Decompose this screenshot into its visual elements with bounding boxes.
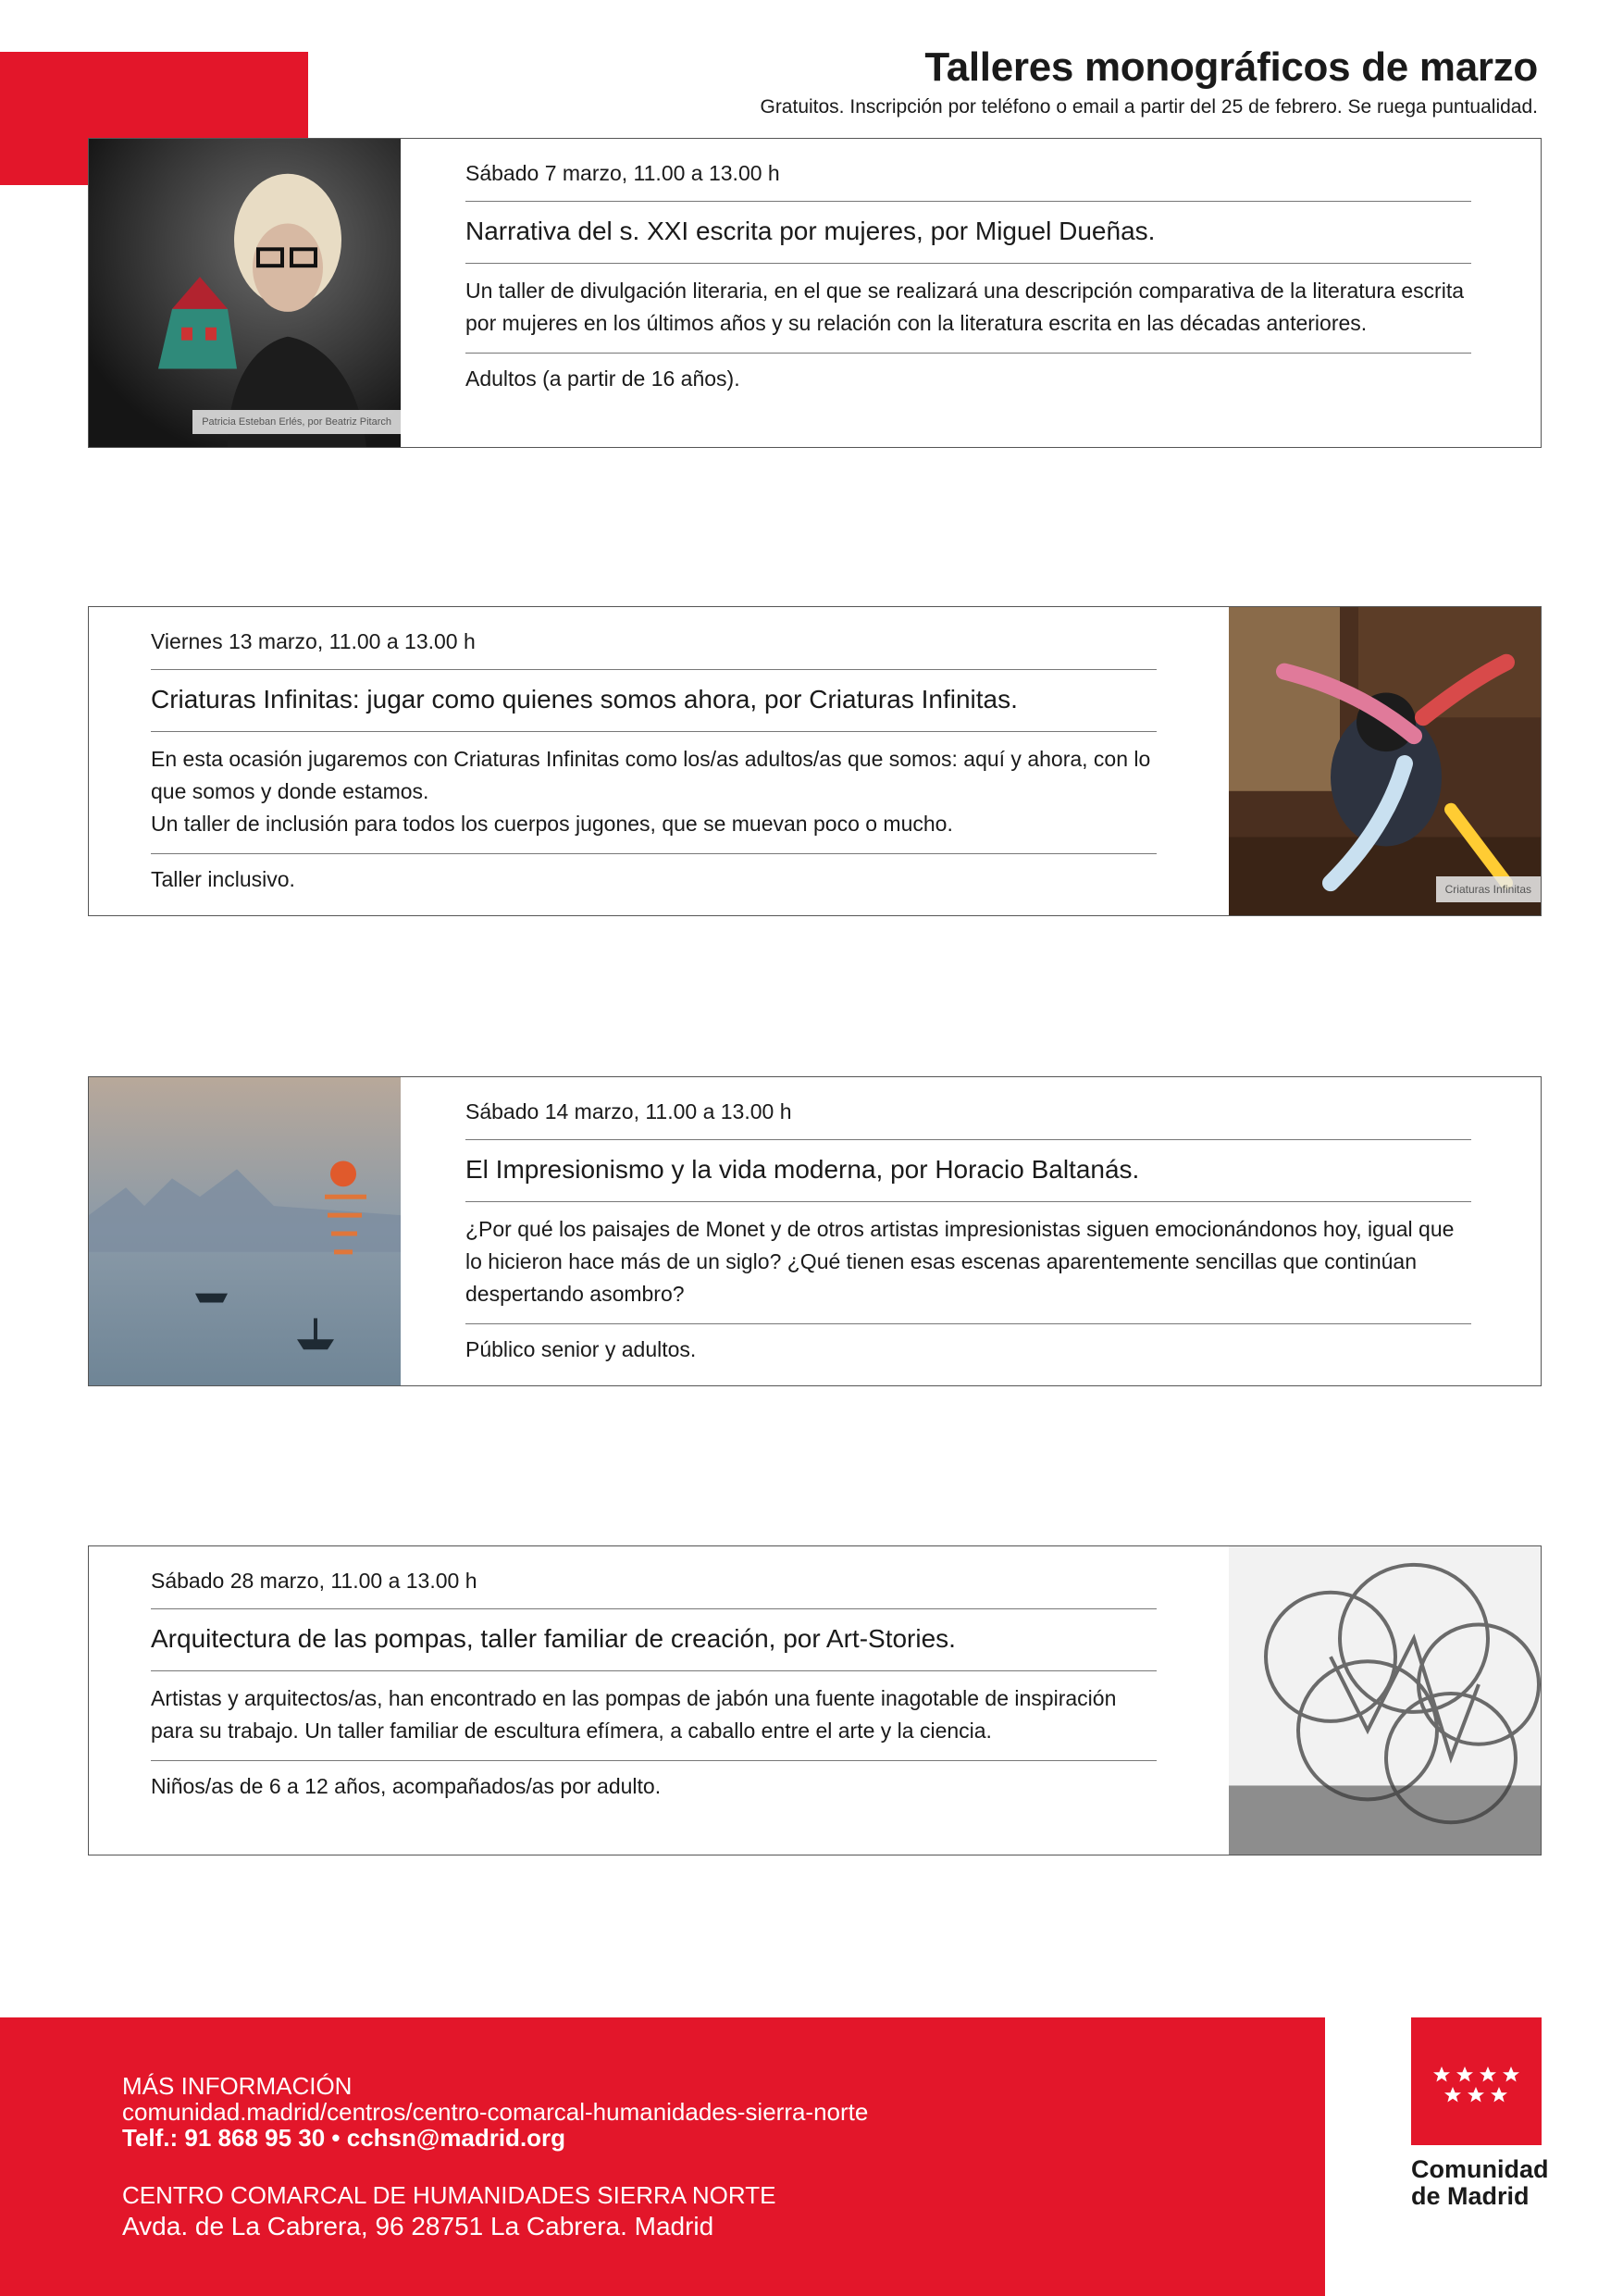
logo-stars-box bbox=[1411, 2017, 1542, 2145]
logo-text-line-1: Comunidad bbox=[1411, 2155, 1549, 2183]
workshop-title-3: El Impresionismo y la vida moderna, por Horacio Baltanás. bbox=[465, 1140, 1471, 1202]
workshop-audience-4: Niños/as de 6 a 12 años, acompañados/as por adulto. bbox=[151, 1774, 662, 1798]
workshop-photo-2 bbox=[1229, 607, 1541, 915]
page-subtitle: Gratuitos. Inscripción por teléfono o email a partir del 25 de febrero. Se ruega puntualidad. bbox=[760, 96, 1538, 118]
workshop-photo-1 bbox=[89, 139, 401, 447]
workshop-description-2-line-1: En esta ocasión jugaremos con Criaturas Infinitas como los/as adultos/as que somos: aquí y ahora, con lo que somos y donde estamos. bbox=[151, 747, 1151, 803]
workshop-photo-3 bbox=[89, 1077, 401, 1385]
workshop-title-1: Narrativa del s. XXI escrita por mujeres, por Miguel Dueñas. bbox=[465, 202, 1471, 264]
photo-caption-1: Patricia Esteban Erlés, por Beatriz Pitarch bbox=[192, 410, 401, 434]
more-info-heading: MÁS INFORMACIÓN bbox=[122, 2072, 353, 2100]
comunidad-madrid-logo bbox=[1411, 2017, 1549, 2210]
workshop-description-3: ¿Por qué los paisajes de Monet y de otros artistas impresionistas siguen emocionándonos hoy, igual que lo hicieron hace más de un siglo? ¿Qué tienen esas escenas aparentemente sencillas que continúan despertando asombro? bbox=[465, 1202, 1471, 1324]
workshop-date-4: Sábado 28 marzo, 11.00 a 13.00 h bbox=[151, 1569, 1157, 1609]
workshop-date-3: Sábado 14 marzo, 11.00 a 13.00 h bbox=[465, 1099, 1471, 1140]
workshop-audience-3: Público senior y adultos. bbox=[465, 1337, 697, 1361]
seven-stars-icon bbox=[1411, 2017, 1542, 2145]
workshop-title-4: Arquitectura de las pompas, taller familiar de creación, por Art-Stories. bbox=[151, 1609, 1157, 1671]
center-address: Avda. de La Cabrera, 96 28751 La Cabrera. Madrid bbox=[122, 2212, 714, 2240]
footer-info bbox=[0, 2017, 1325, 2296]
workshop-description-2-line-2: Un taller de inclusión para todos los cuerpos jugones, que se muevan poco o mucho. bbox=[151, 812, 953, 836]
website-link[interactable]: comunidad.madrid/centros/centro-comarcal-humanidades-sierra-norte bbox=[122, 2098, 869, 2126]
workshop-audience-2: Taller inclusivo. bbox=[151, 867, 295, 891]
workshop-photo-4 bbox=[1229, 1546, 1541, 1855]
workshop-card-4 bbox=[88, 1545, 1542, 1855]
workshop-description-1: Un taller de divulgación literaria, en el que se realizará una descripción comparativa de la literatura escrita por mujeres en los últimos años y su relación con la literatura escrita en las décadas anteriores. bbox=[465, 264, 1471, 354]
workshop-title-2: Criaturas Infinitas: jugar como quienes somos ahora, por Criaturas Infinitas. bbox=[151, 670, 1157, 732]
logo-text-line-2: de Madrid bbox=[1411, 2182, 1530, 2210]
contact-info: Telf.: 91 868 95 30 • cchsn@madrid.org bbox=[122, 2124, 566, 2152]
photo-caption-2: Criaturas Infinitas bbox=[1436, 876, 1541, 902]
page-header bbox=[760, 44, 1538, 118]
workshop-card-2 bbox=[88, 606, 1542, 916]
workshop-card-3 bbox=[88, 1076, 1542, 1386]
center-name: CENTRO COMARCAL DE HUMANIDADES SIERRA NORTE bbox=[122, 2181, 776, 2209]
workshop-date-2: Viernes 13 marzo, 11.00 a 13.00 h bbox=[151, 629, 1157, 670]
workshop-description-2 bbox=[151, 732, 1157, 854]
workshop-description-4: Artistas y arquitectos/as, han encontrado en las pompas de jabón una fuente inagotable de inspiración para su trabajo. Un taller familiar de escultura efímera, a caballo entre el arte y la ciencia. bbox=[151, 1671, 1157, 1761]
workshop-card-1 bbox=[88, 138, 1542, 448]
workshop-date-1: Sábado 7 marzo, 11.00 a 13.00 h bbox=[465, 161, 1471, 202]
workshop-audience-1: Adultos (a partir de 16 años). bbox=[465, 366, 740, 391]
page-title: Talleres monográficos de marzo bbox=[924, 44, 1538, 90]
